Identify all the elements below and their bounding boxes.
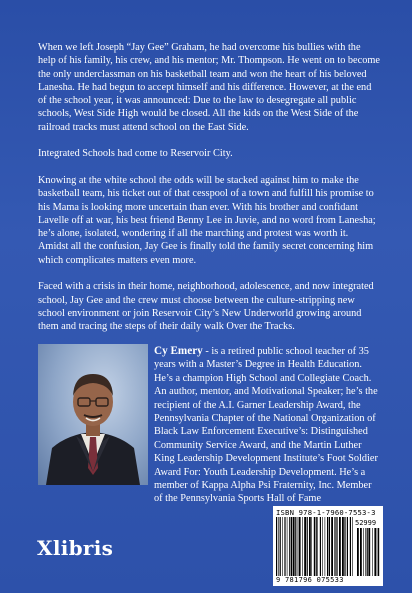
barcode-bar <box>352 517 353 576</box>
photo-spacer <box>38 345 154 493</box>
barcode-bar <box>287 517 288 576</box>
barcode-bar <box>314 517 315 576</box>
barcode-bar <box>347 517 348 576</box>
barcode-addon-bar <box>367 528 368 576</box>
barcode-bar <box>289 517 290 576</box>
author-bio <box>38 345 380 506</box>
barcode-bar <box>339 517 341 576</box>
barcode-bars <box>276 517 354 576</box>
barcode-bar <box>307 517 308 576</box>
barcode-bar <box>295 517 296 576</box>
blurb-paragraph-2: Integrated Schools had come to Reservoir City. <box>38 148 233 160</box>
barcode-bar <box>276 517 277 576</box>
blurb-paragraph-4: Faced with a crisis in their home, neighborhood, adolescence, and now integrated school, Jay Gee and the crew must choose between the culture-stripping new school environment or join Reservoir City’s New Underworld growing around them and tracing the steps of their daily walk Over the Tracks. <box>38 281 374 333</box>
barcode-bar <box>334 517 335 576</box>
barcode-addon-bar <box>377 528 378 576</box>
barcode-bar <box>311 517 312 576</box>
barcode-bar <box>309 517 311 576</box>
barcode-addon-bar <box>360 528 362 576</box>
blurb <box>38 41 380 347</box>
barcode-addon-bar <box>365 528 366 576</box>
barcode-bar <box>329 517 330 576</box>
barcode-bar <box>302 517 303 576</box>
barcode-bar <box>280 517 281 576</box>
barcode-addon-bar <box>357 528 359 576</box>
barcode-bar <box>304 517 306 576</box>
author-name: Cy Emery <box>154 345 203 357</box>
isbn-barcode <box>273 506 383 586</box>
barcode-bar <box>331 517 333 576</box>
blurb-paragraph-3: Knowing at the white school the odds will be stacked against him to make the basketball team, his ticket out of that cesspool of a town and fulfill his promise to his Mama is looking more uncertain than ever. With his brother and confidant Lavelle off at war, his best friend Benny Lee in Juvie, and no word from Lanesha; he’s alone, isolated, wondering if all the marching and protest was worth it. Amidst all the confusion, Jay Gee is finally told the family secret concerning him which complicates matters even more. <box>38 174 376 266</box>
price-code: 52999 <box>355 519 377 527</box>
barcode-bar <box>350 517 351 576</box>
barcode-bar <box>325 517 326 576</box>
barcode-bar <box>298 517 299 576</box>
barcode-bar <box>316 517 317 576</box>
isbn-label: ISBN 978-1-7960-7553-3 <box>276 508 376 517</box>
author-bio-text: - is a retired public school teacher of 35 years with a Master’s Degree in Health Education. He’s a champion High School and Collegiate Coach. An author, mentor, and Motivational Speaker; he’s the recipient of the A.I. Garner Leadership Award, the Pennsylvania Chapter of the National Organization of Black Law Enforcement Executive’s: Distinguished Community Service Award, and the Martin Luther King Leadership Development Institute’s Foot Soldier Award For: Youth Leadership Development. He’s a member of Kappa Alpha Psi Fraternity, Inc. Member of the Pennsylvania Sports Hall of Fame <box>154 346 378 505</box>
barcode-bar <box>317 517 318 576</box>
barcode-bar <box>320 517 321 576</box>
barcode-bar <box>322 517 323 576</box>
barcode-bar <box>293 517 295 576</box>
barcode-bar <box>337 517 338 576</box>
ean-digits: 9 781796 075533 <box>276 576 344 584</box>
blurb-paragraph-1: When we left Joseph “Jay Gee” Graham, he had overcome his bullies with the help of his family, his crew, and his mentor; Mr. Thompson. He went on to become the only underclassman on his basketball team and won the heart of his beloved Lanesha. He had begun to accept himself and his difference. However, at the end of the school year, it was announced: Due to the law to desegregate all public schools, West Side High would be closed. All the kids on the West Side of the railroad tracks must attend school on the East Side. <box>38 42 380 133</box>
barcode-bar <box>335 517 336 576</box>
barcode-bar <box>282 517 283 576</box>
barcode-addon-bar <box>363 528 364 576</box>
barcode-bar <box>299 517 301 576</box>
barcode-bar <box>342 517 344 576</box>
barcode-addon-bars <box>357 528 380 576</box>
barcode-addon-bar <box>378 528 379 576</box>
barcode-bar <box>278 517 279 576</box>
publisher-logo: Xlibris <box>37 536 114 560</box>
barcode-bar <box>291 517 292 576</box>
barcode-addon-bar <box>372 528 373 576</box>
barcode-bar <box>327 517 328 576</box>
barcode-bar <box>344 517 345 576</box>
barcode-bar <box>284 517 285 576</box>
barcode-addon-bar <box>374 528 376 576</box>
barcode-addon-bar <box>368 528 370 576</box>
